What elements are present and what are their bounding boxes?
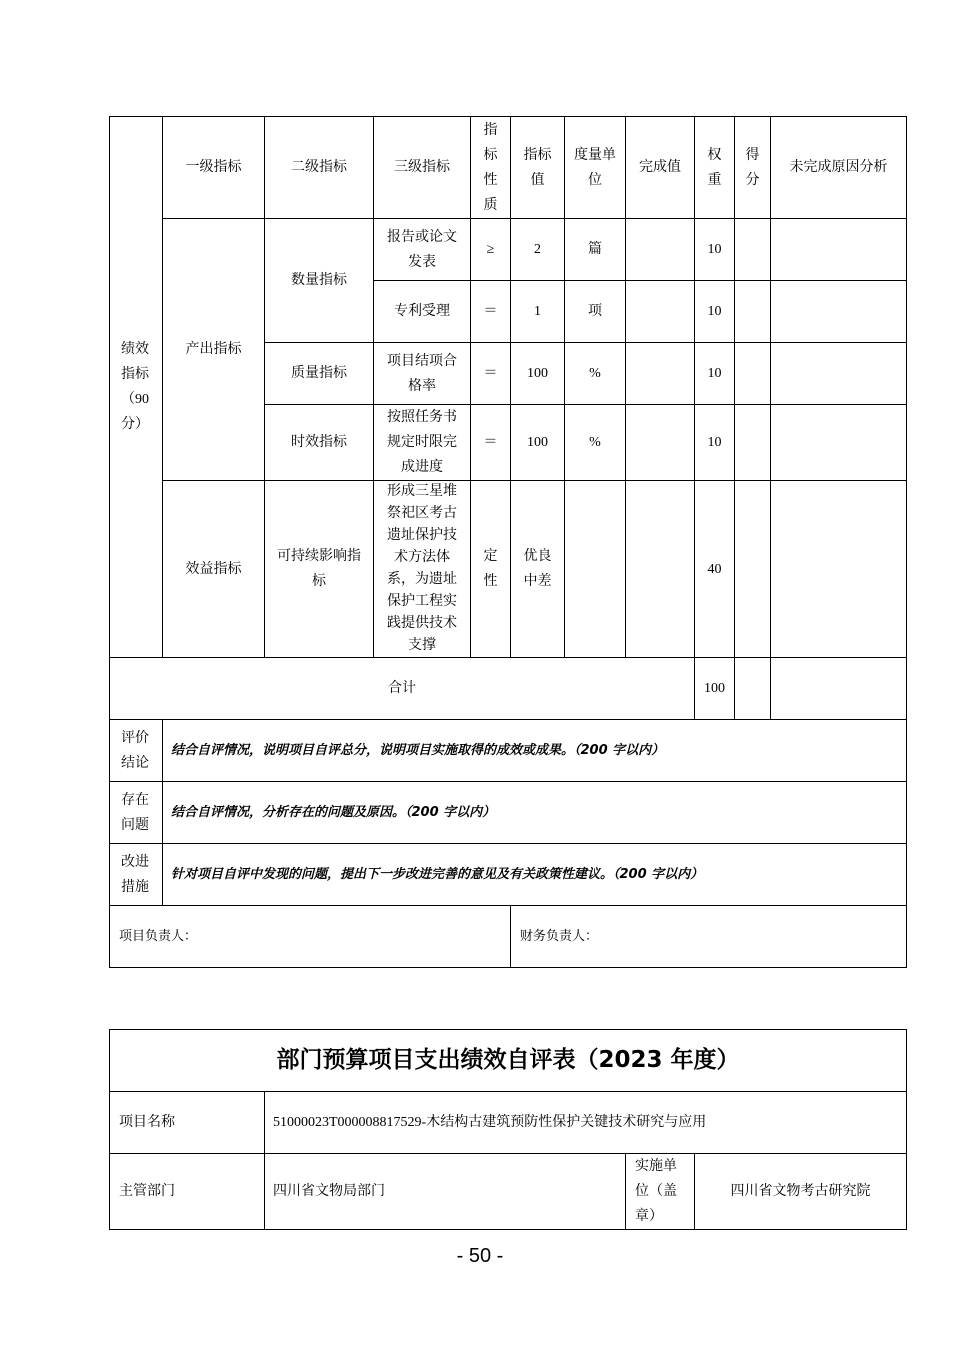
actual-cell (625, 280, 695, 343)
target-cell: 优良中差 (510, 480, 565, 658)
header-target: 指标值 (510, 116, 565, 219)
level2-sustainability: 可持续影响指标 (264, 480, 374, 658)
improvement-measures-label: 改进措施 (109, 843, 163, 906)
actual-cell (625, 342, 695, 405)
total-score (734, 657, 771, 720)
header-level1: 一级指标 (162, 116, 265, 219)
target-cell: 100 (510, 404, 565, 481)
actual-cell (625, 480, 695, 658)
level3-cell: 专利受理 (373, 280, 471, 343)
finance-lead-signature: 财务负责人： (510, 905, 907, 968)
level1-benefit: 效益指标 (162, 480, 265, 658)
actual-cell (625, 404, 695, 481)
unit-cell: % (564, 404, 626, 481)
weight-cell: 10 (694, 280, 735, 343)
target-cell: 1 (510, 280, 565, 343)
nature-cell: ＝ (470, 342, 511, 405)
unit-cell: 篇 (564, 218, 626, 281)
improvement-measures-text: 针对项目自评中发现的问题，提出下一步改进完善的意见及有关政策性建议。（200 字以内） (162, 843, 907, 906)
nature-cell: ＝ (470, 280, 511, 343)
existing-problems-label: 存在问题 (109, 781, 163, 844)
weight-cell: 10 (694, 218, 735, 281)
implementer-value: 四川省文物考古研究院 (694, 1153, 907, 1230)
evaluation-conclusion-text: 结合自评情况，说明项目自评总分，说明项目实施取得的成效或成果。（200 字以内） (162, 719, 907, 782)
nature-cell: 定性 (470, 480, 511, 658)
project-name-label: 项目名称 (109, 1091, 265, 1154)
score-cell (734, 280, 771, 343)
existing-problems-text: 结合自评情况，分析存在的问题及原因。（200 字以内） (162, 781, 907, 844)
header-level2: 二级指标 (264, 116, 374, 219)
weight-cell: 10 (694, 342, 735, 405)
performance-indicators-label: 绩效指标（90分） (109, 116, 163, 658)
reason-cell (770, 404, 907, 481)
level2-timeliness: 时效指标 (264, 404, 374, 481)
total-reason (770, 657, 907, 720)
reason-cell (770, 218, 907, 281)
total-label: 合计 (109, 657, 695, 720)
level2-quantity: 数量指标 (264, 218, 374, 343)
unit-cell: % (564, 342, 626, 405)
score-cell (734, 218, 771, 281)
header-actual: 完成值 (625, 116, 695, 219)
level3-cell: 报告或论文发表 (373, 218, 471, 281)
target-cell: 2 (510, 218, 565, 281)
target-cell: 100 (510, 342, 565, 405)
score-cell (734, 404, 771, 481)
implementer-label: 实施单位（盖章） (625, 1153, 695, 1230)
page-number: - 50 - (456, 1245, 504, 1267)
department-value: 四川省文物局部门 (264, 1153, 626, 1230)
header-unit: 度量单位 (564, 116, 626, 219)
reason-cell (770, 280, 907, 343)
header-weight: 权重 (694, 116, 735, 219)
weight-cell: 10 (694, 404, 735, 481)
level3-cell: 按照任务书规定时限完成进度 (373, 404, 471, 481)
level1-output: 产出指标 (162, 218, 265, 481)
level3-cell: 形成三星堆祭祀区考古遗址保护技术方法体系，为遗址保护工程实践提供技术支撑 (373, 480, 471, 658)
project-lead-signature: 项目负责人： (109, 905, 511, 968)
level2-quality: 质量指标 (264, 342, 374, 405)
level3-cell: 项目结项合格率 (373, 342, 471, 405)
reason-cell (770, 480, 907, 658)
header-nature: 指标性质 (470, 116, 511, 219)
project-name-value: 51000023T000008817529-木结构古建筑预防性保护关键技术研究与应用 (264, 1091, 907, 1154)
nature-cell: ＝ (470, 404, 511, 481)
score-cell (734, 342, 771, 405)
unit-cell (564, 480, 626, 658)
header-level3: 三级指标 (373, 116, 471, 219)
actual-cell (625, 218, 695, 281)
unit-cell: 项 (564, 280, 626, 343)
evaluation-conclusion-label: 评价结论 (109, 719, 163, 782)
nature-cell: ≥ (470, 218, 511, 281)
reason-cell (770, 342, 907, 405)
header-reason: 未完成原因分析 (770, 116, 907, 219)
total-weight: 100 (694, 657, 735, 720)
weight-cell: 40 (694, 480, 735, 658)
department-label: 主管部门 (109, 1153, 265, 1230)
score-cell (734, 480, 771, 658)
header-score: 得分 (734, 116, 771, 219)
table-title: 部门预算项目支出绩效自评表（2023 年度） (109, 1029, 907, 1092)
